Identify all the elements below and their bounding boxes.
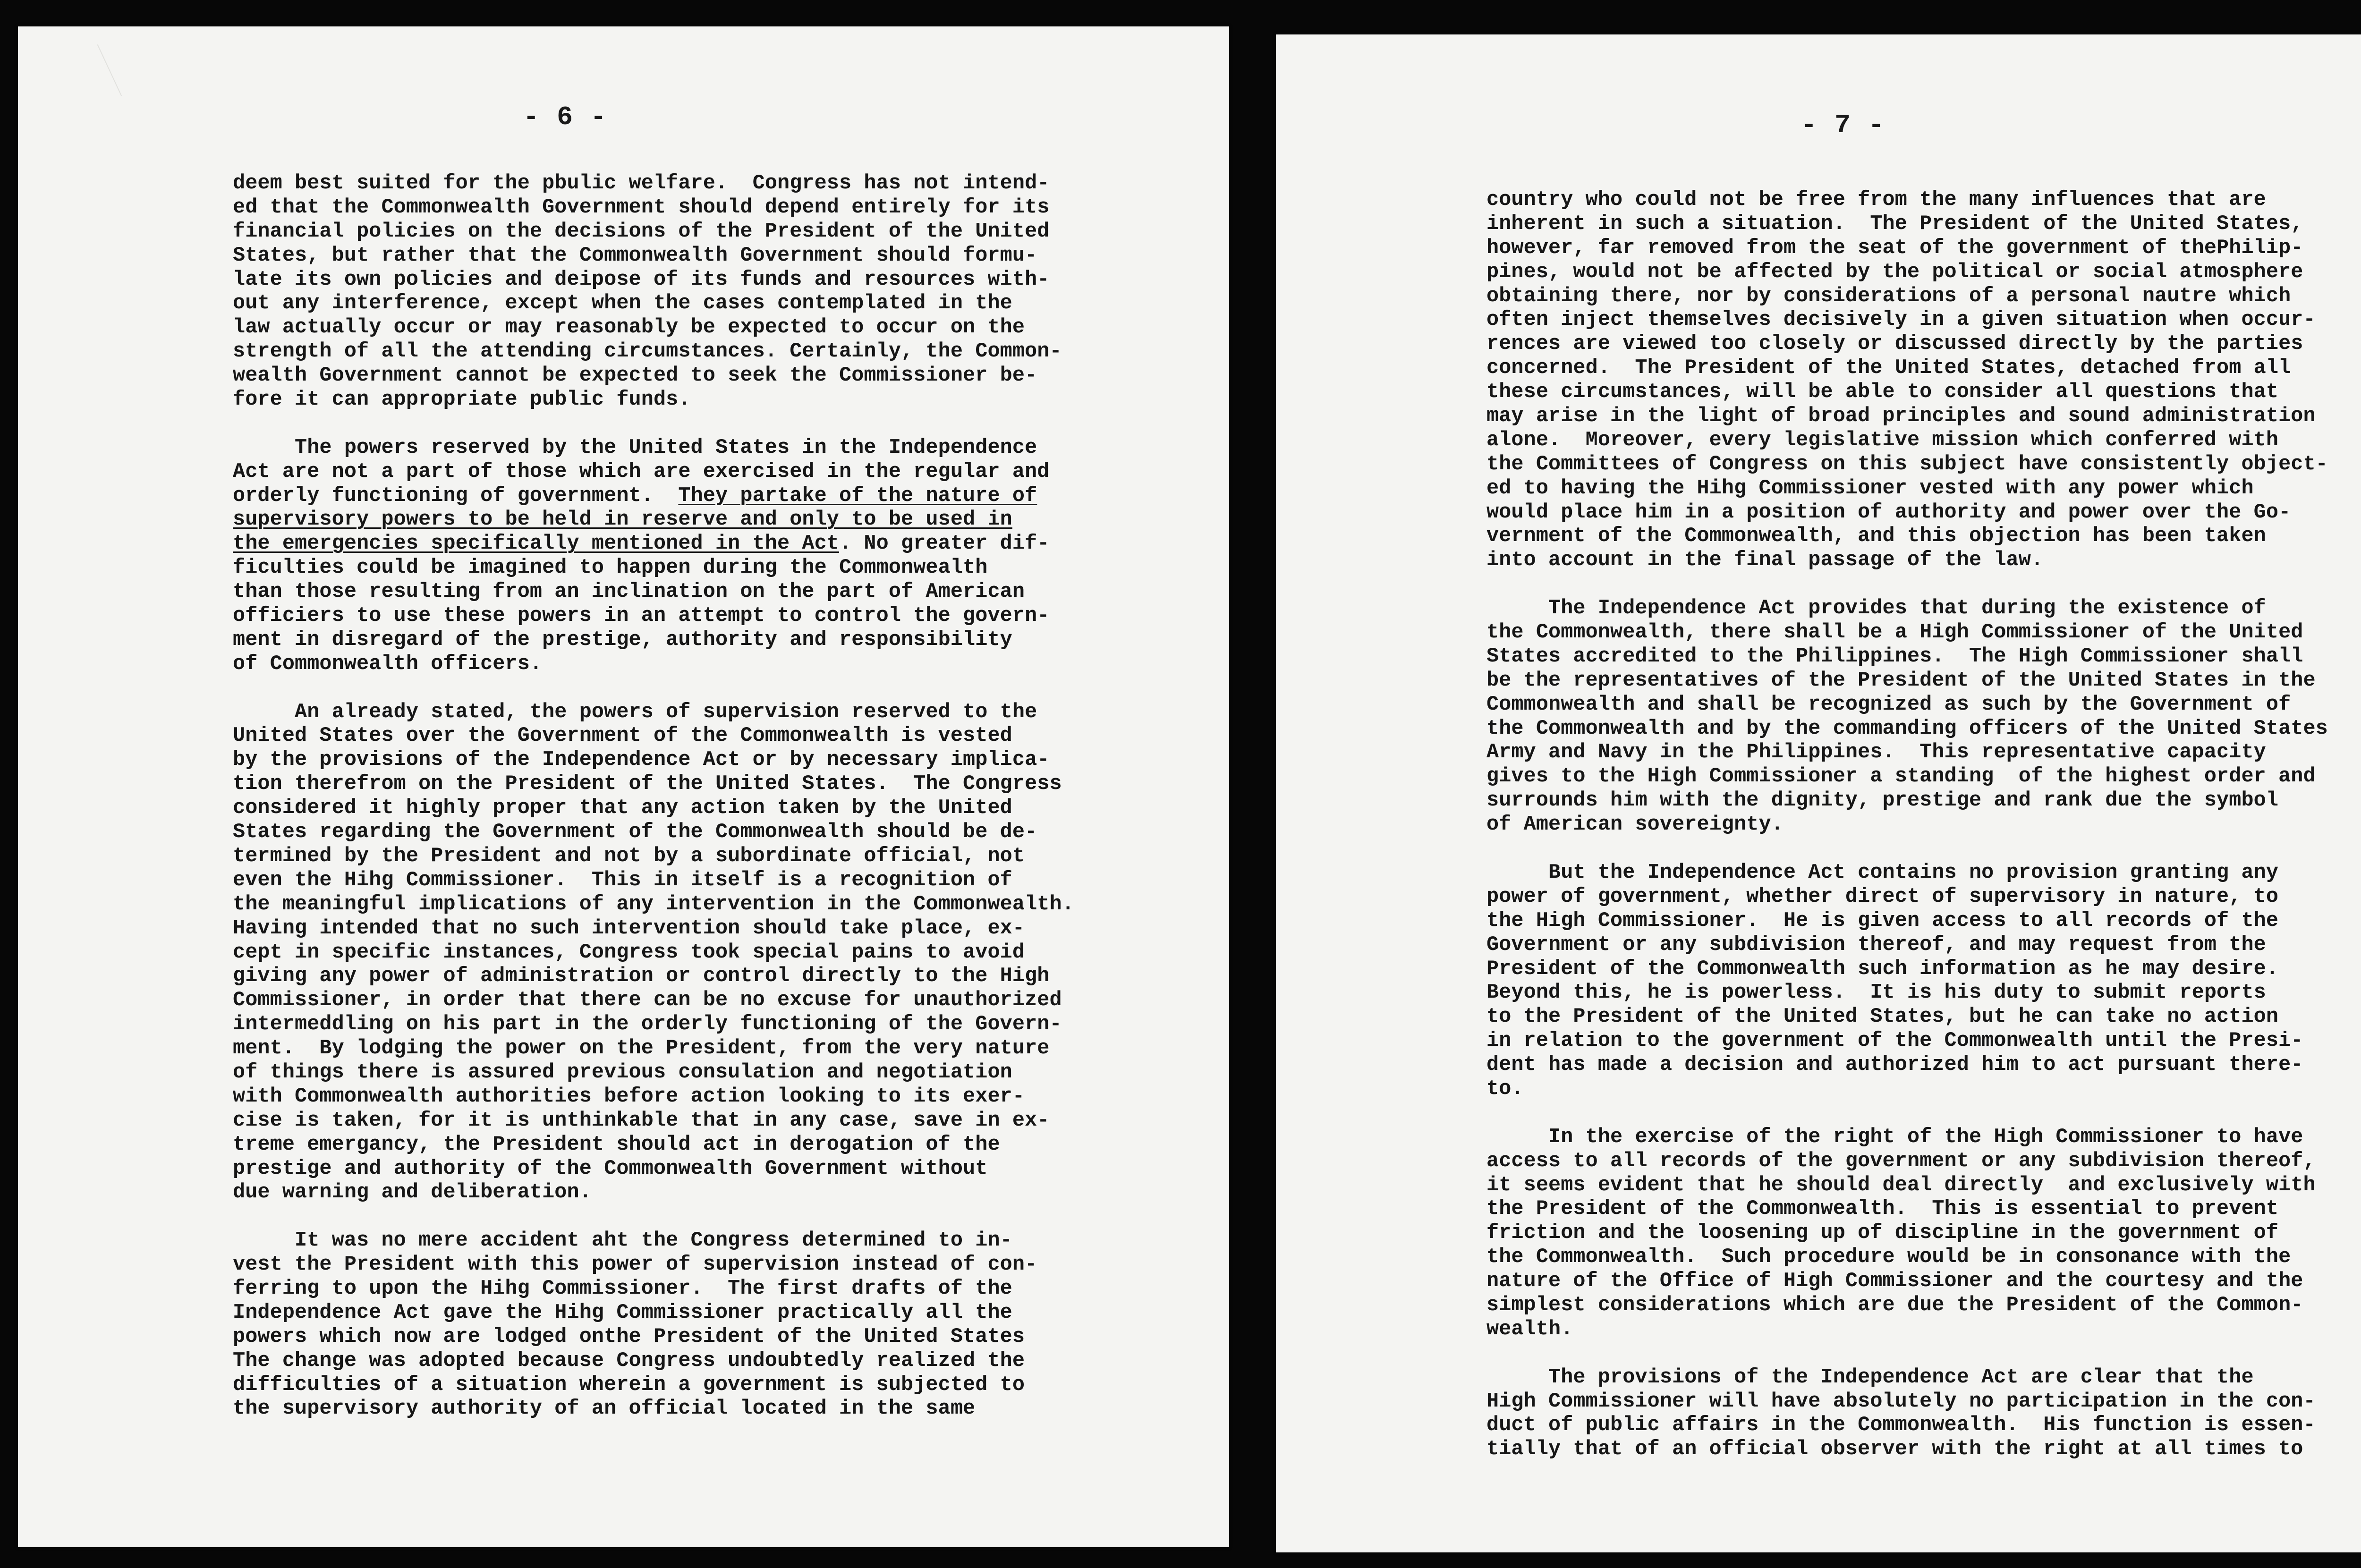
text-line: of American sovereignty. <box>1486 813 1783 837</box>
paragraph <box>1486 1366 2351 1462</box>
text-line: to the President of the United States, but he can take no action <box>1486 1005 2279 1029</box>
text-line: vernment of the Commonwealth, and this objection has been taken <box>1486 525 2266 548</box>
text-line: wealth. <box>1486 1317 1573 1341</box>
text-line: ferring to upon the Hihg Commissioner. The first drafts of the <box>233 1277 1012 1300</box>
page-text <box>233 172 1092 1421</box>
text-line: duct of public affairs in the Commonwealth. His function is essen- <box>1486 1414 2316 1437</box>
text-line: States regarding the Government of the Commonwealth should be de- <box>233 821 1037 844</box>
text-line: vest the President with this power of supervision instead of con- <box>233 1253 1037 1277</box>
text-line: It was no mere accident aht the Congress determined to in- <box>233 1229 1012 1253</box>
text-line: would place him in a position of authority and power over the Go- <box>1486 500 2291 524</box>
text-line: prestige and authority of the Commonwealth Government without <box>233 1157 988 1180</box>
text-line: The Independence Act provides that during the existence of <box>1486 597 2266 620</box>
text-line: Army and Navy in the Philippines. This representative capacity <box>1486 741 2266 764</box>
text-line: nature of the Office of High Commissioner and the courtesy and the <box>1486 1270 2303 1293</box>
text-line: be the representatives of the President of the United States in the <box>1486 669 2316 692</box>
text-line: An already stated, the powers of supervision reserved to the <box>233 700 1037 724</box>
text-line: Independence Act gave the Hihg Commissioner practically all the <box>233 1301 1012 1324</box>
text-line: In the exercise of the right of the High Commissioner to have <box>1486 1125 2303 1149</box>
text-line: officiers to use these powers in an attempt to control the govern- <box>233 604 1050 628</box>
text-line: surrounds him with the dignity, prestige and rank due the symbol <box>1486 789 2279 813</box>
text-line <box>233 508 1092 532</box>
text-line: strength of all the attending circumstances. Certainly, the Common- <box>233 340 1062 364</box>
text-line: the Commonwealth. Such procedure would be in consonance with the <box>1486 1246 2291 1269</box>
text-line: United States over the Government of the Commonwealth is vested <box>233 724 1012 748</box>
text-line: out any interference, except when the cases contemplated in the <box>233 292 1012 315</box>
text-line: considered it highly proper that any action taken by the United <box>233 797 1012 820</box>
text-line: late its own policies and deipose of its funds and resources with- <box>233 268 1050 291</box>
text-line: of Commonwealth officers. <box>233 652 543 676</box>
text-line: Act are not a part of those which are exercised in the regular and <box>233 460 1050 483</box>
text-line: the Committees of Congress on this subject have consistently object- <box>1486 452 2328 476</box>
text-line: The change was adopted because Congress undoubtedly realized the <box>233 1349 1025 1373</box>
text-line: simplest considerations which are due the President of the Common- <box>1486 1293 2303 1317</box>
text-line: The powers reserved by the United States in the Independence <box>233 436 1037 459</box>
paragraph <box>1486 188 2351 573</box>
text-line: friction and the loosening up of discipline in the government of <box>1486 1221 2279 1245</box>
text-line: gives to the High Commissioner a standing of the highest order and <box>1486 765 2316 788</box>
text-line: Beyond this, he is powerless. It is his duty to submit reports <box>1486 981 2266 1005</box>
text-line: cept in specific instances, Congress took special pains to avoid <box>233 941 1025 964</box>
text-line: wealth Government cannot be expected to seek the Commissioner be- <box>233 364 1037 388</box>
text-line: country who could not be free from the many influences that are <box>1486 188 2266 212</box>
text-line: the President of the Commonwealth. This is essential to prevent <box>1486 1197 2279 1221</box>
text-line: pines, would not be affected by the political or social atmosphere <box>1486 260 2303 284</box>
text-line: Commonwealth and shall be recognized as such by the Government of <box>1486 693 2291 716</box>
text-line: fore it can appropriate public funds. <box>233 388 691 412</box>
text-line: concerned. The President of the United States, detached from all <box>1486 356 2291 380</box>
text-line: Government or any subdivision thereof, and may request from the <box>1486 933 2266 957</box>
text-line: But the Independence Act contains no provision granting any <box>1486 861 2279 884</box>
text-line: States, but rather that the Commonwealth Government should formu- <box>233 244 1037 267</box>
text-line: financial policies on the decisions of the President of the United <box>233 220 1050 243</box>
text-line: cise is taken, for it is unthinkable that in any case, save in ex- <box>233 1109 1050 1132</box>
text-line <box>233 532 1092 556</box>
paragraph <box>233 1229 1092 1421</box>
text-line: States accredited to the Philippines. The High Commissioner shall <box>1486 644 2303 668</box>
text-line: of things there is assured previous consulation and negotiation <box>233 1060 1012 1084</box>
paragraph <box>1486 861 2351 1102</box>
text-line: ed to having the Hihg Commissioner vested with any power which <box>1486 476 2254 500</box>
text-line: deem best suited for the pbulic welfare. Congress has not intend- <box>233 172 1050 195</box>
text-line: often inject themselves decisively in a given situation when occur- <box>1486 308 2316 332</box>
text-line: dent has made a decision and authorized him to act pursuant there- <box>1486 1053 2303 1077</box>
document-page-left <box>18 26 1229 1547</box>
text-line: to. <box>1486 1077 1524 1101</box>
text-line: the High Commissioner. He is given access to all records of the <box>1486 909 2279 932</box>
text-line: difficulties of a situation wherein a government is subjected to <box>233 1373 1025 1397</box>
text-line: obtaining there, nor by considerations of a personal nautre which <box>1486 284 2291 308</box>
text-line: treme emergancy, the President should act in derogation of the <box>233 1133 1000 1156</box>
text-line: into account in the final passage of the law. <box>1486 549 2044 572</box>
text-line: ficulties could be imagined to happen during the Commonwealth <box>233 556 988 580</box>
text-line: ed that the Commonwealth Government should depend entirely for its <box>233 195 1050 219</box>
underlined-text: They partake of the nature of <box>678 484 1037 508</box>
text-line: in relation to the government of the Commonwealth until the Presi- <box>1486 1029 2303 1053</box>
text-line <box>233 484 1092 509</box>
text-line: it seems evident that he should deal directly and exclusively with <box>1486 1173 2316 1197</box>
text-line: ment in disregard of the prestige, authority and responsibility <box>233 628 1012 652</box>
text-line: due warning and deliberation. <box>233 1181 592 1204</box>
text-line: Commissioner, in order that there can be no excuse for unauthorized <box>233 989 1062 1012</box>
text-line: inherent in such a situation. The President of the United States, <box>1486 212 2303 236</box>
text-line: the supervisory authority of an official located in the same <box>233 1397 976 1421</box>
text-line: The provisions of the Independence Act are clear that the <box>1486 1365 2254 1389</box>
text-line: tion therefrom on the President of the United States. The Congress <box>233 772 1062 796</box>
text-line: by the provisions of the Independence Act or by necessary implica- <box>233 748 1050 772</box>
paragraph <box>1486 1126 2351 1342</box>
text-line: the Commonwealth, there shall be a High Commissioner of the United <box>1486 621 2303 644</box>
text-line: the Commonwealth and by the commanding officers of the United States <box>1486 717 2328 740</box>
text-line: however, far removed from the seat of the government of thePhilip- <box>1486 236 2303 260</box>
text-line: power of government, whether direct of supervisory in nature, to <box>1486 885 2279 908</box>
text-line: giving any power of administration or control directly to the High <box>233 965 1050 988</box>
text-line: High Commissioner will have absolutely no participation in the con- <box>1486 1390 2316 1413</box>
paragraph <box>1486 597 2351 837</box>
text-line: these circumstances, will be able to consider all questions that <box>1486 381 2279 404</box>
page-number: - 6 - <box>523 102 608 132</box>
paragraph <box>233 701 1092 1205</box>
text-line: powers which now are lodged onthe President of the United States <box>233 1325 1025 1348</box>
text-line: ment. By lodging the power on the President, from the very nature <box>233 1037 1050 1060</box>
page-number: - 7 - <box>1801 110 1885 140</box>
text-line: than those resulting from an inclination on the part of American <box>233 580 1025 604</box>
text-line: intermeddling on his part in the orderly functioning of the Govern- <box>233 1013 1062 1036</box>
text-line: law actually occur or may reasonably be expected to occur on the <box>233 316 1025 339</box>
text-line: with Commonwealth authorities before action looking to its exer- <box>233 1085 1025 1108</box>
text-line: tially that of an official observer with the right at all times to <box>1486 1438 2303 1461</box>
document-page-right <box>1276 34 2361 1552</box>
paragraph <box>233 172 1092 412</box>
text-line: Having intended that no such intervention should take place, ex- <box>233 916 1025 940</box>
underlined-text: the emergencies specifically mentioned in the Act <box>233 532 840 556</box>
text-line: may arise in the light of broad principles and sound administration <box>1486 405 2316 428</box>
paper-crease-mark <box>97 33 148 96</box>
paragraph <box>233 436 1092 677</box>
text-line: alone. Moreover, every legislative mission which conferred with <box>1486 428 2279 452</box>
text-line: the meaningful implications of any intervention in the Commonwealth. <box>233 892 1074 916</box>
text-line: termined by the President and not by a subordinate official, not <box>233 844 1025 868</box>
text-line: President of the Commonwealth such information as he may desire. <box>1486 957 2279 981</box>
text-line: rences are viewed too closely or discussed directly by the parties <box>1486 332 2303 356</box>
page-text <box>1486 188 2351 1462</box>
text-line: access to all records of the government or any subdivision thereof, <box>1486 1149 2316 1173</box>
text-segment: orderly functioning of government. <box>233 484 679 508</box>
text-line: even the Hihg Commissioner. This in itself is a recognition of <box>233 868 1012 892</box>
text-segment: . No greater dif- <box>839 532 1050 556</box>
underlined-text: supervisory powers to be held in reserve and only to be used in <box>233 508 1012 532</box>
